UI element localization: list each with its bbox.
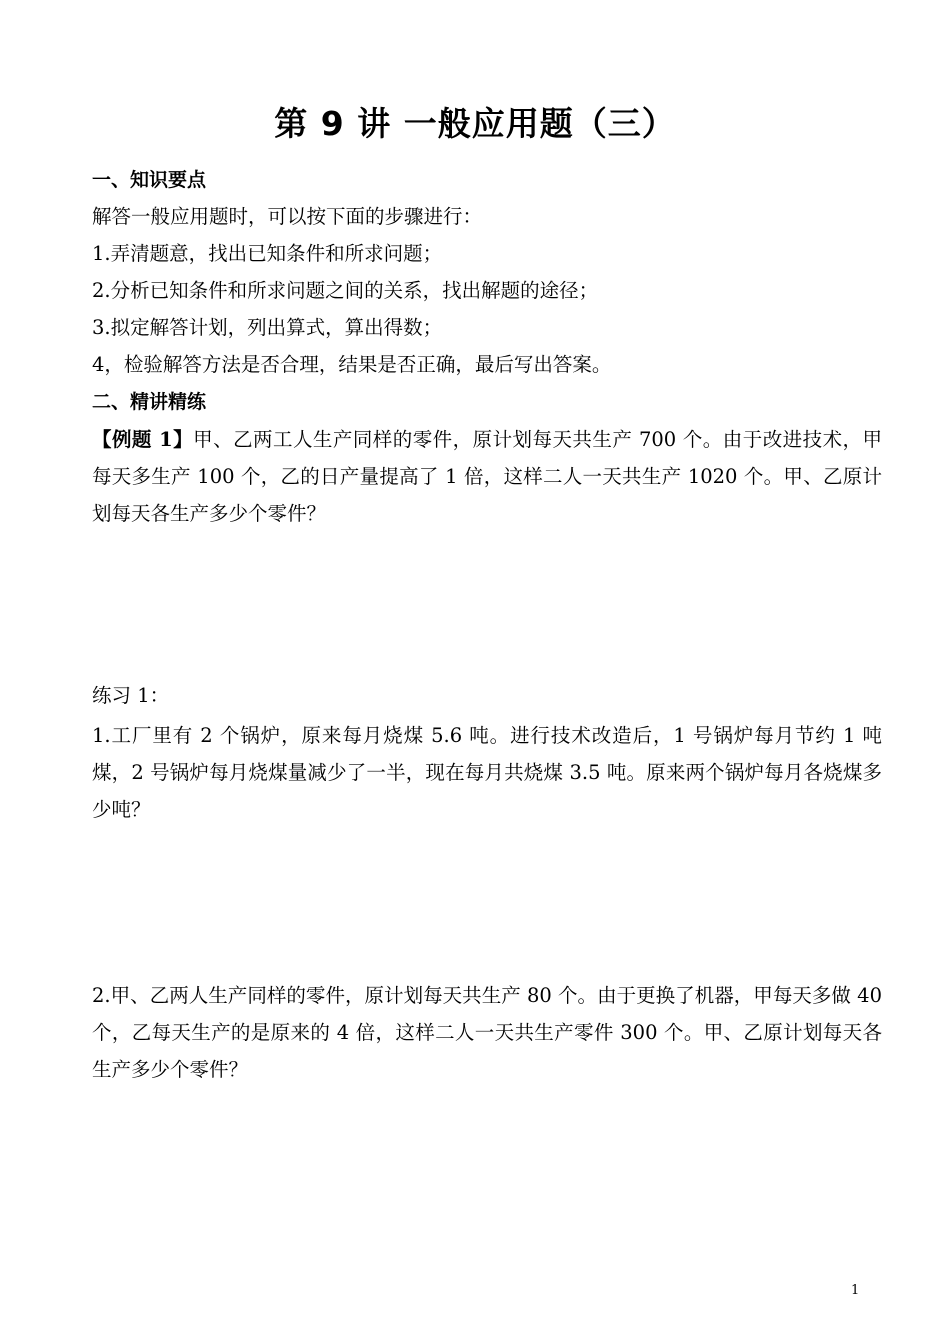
example-label: 【例题 1】 <box>92 428 194 451</box>
step-4: 4，检验解答方法是否合理，结果是否正确，最后写出答案。 <box>92 353 612 376</box>
step-2: 2.分析已知条件和所求问题之间的关系，找出解题的途径； <box>92 279 599 302</box>
practice-problem-1: 1.工厂里有 2 个锅炉，原来每月烧煤 5.6 吨。进行技术改造后，1 号锅炉每月节约 1 吨煤，2 号锅炉每月烧煤量减少了一半，现在每月共烧煤 3.5 吨。原来两个锅炉每月各烧煤多少吨？ <box>92 724 882 821</box>
step-1: 1.弄清题意，找出已知条件和所求问题； <box>92 242 443 265</box>
page-number: 1 <box>851 1283 860 1298</box>
example-1 <box>92 421 882 532</box>
practice-label: 练习 1： <box>92 684 170 707</box>
step-3: 3.拟定解答计划，列出算式，算出得数； <box>92 316 443 339</box>
section-heading-practice: 二、精讲精练 <box>92 391 207 413</box>
practice-problem-2: 2.甲、乙两人生产同样的零件，原计划每天共生产 80 个。由于更换了机器，甲每天多做 40 个，乙每天生产的是原来的 4 倍，这样二人一天共生产零件 300 个。甲、乙原计划每天各生产多少个零件？ <box>92 984 882 1081</box>
example-text: 甲、乙两工人生产同样的零件，原计划每天共生产 700 个。由于改进技术，甲每天多生产 100 个，乙的日产量提高了 1 倍，这样二人一天共生产 1020 个。甲、乙原计划每天各生产多少个零件？ <box>92 428 883 525</box>
page-title: 第 9 讲 一般应用题（三） <box>274 104 676 143</box>
section-heading-knowledge: 一、知识要点 <box>92 169 207 191</box>
intro-text: 解答一般应用题时，可以按下面的步骤进行： <box>92 205 483 228</box>
